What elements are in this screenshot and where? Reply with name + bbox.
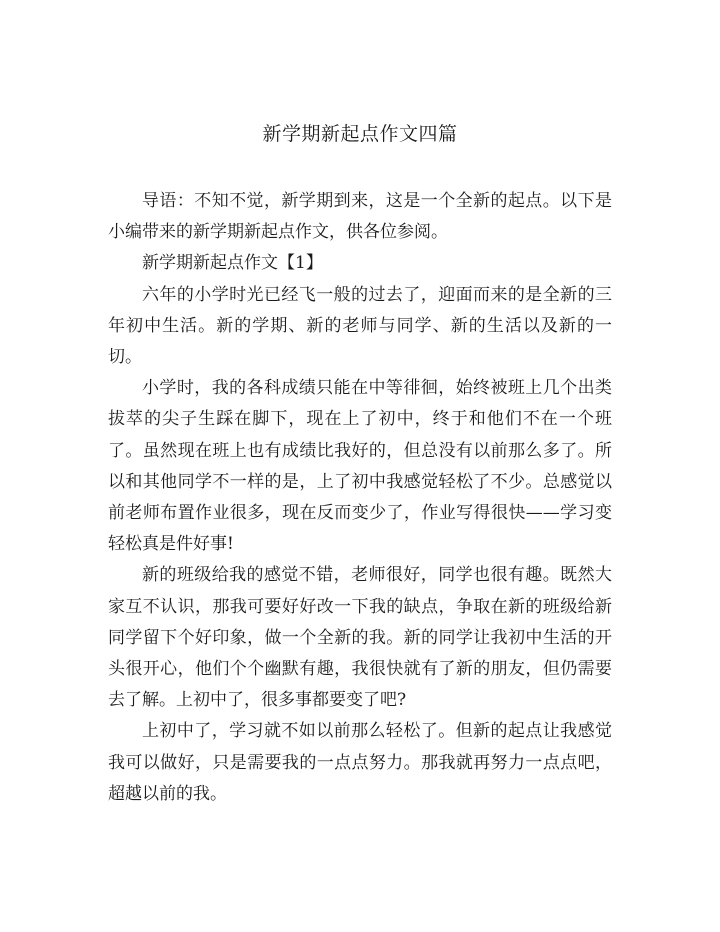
document-body [108,186,612,810]
body-paragraph: 上初中了，学习就不如以前那么轻松了。但新的起点让我感觉我可以做好，只是需要我的一点点努力。那我就再努力一点点吧，超越以前的我。 [108,721,612,804]
body-paragraph: 新的班级给我的感觉不错，老师很好，同学也很有趣。既然大家互不认识，那我可要好好改一下我的缺点，争取在新的班级给新同学留下个好印象，做一个全新的我。新的同学让我初中生活的开头很开心，他们个个幽默有趣，我很快就有了新的朋友，但仍需要去了解。上初中了，很多事都要变了吧? [108,565,612,711]
intro-paragraph: 导语：不知不觉，新学期到来，这是一个全新的起点。以下是小编带来的新学期新起点作文，供各位参阅。 [108,191,612,243]
section-heading: 新学期新起点作文【1】 [142,253,323,274]
body-paragraph: 六年的小学时光已经飞一般的过去了，迎面而来的是全新的三年初中生活。新的学期、新的老师与同学、新的生活以及新的一切。 [108,284,612,368]
document-title: 新学期新起点作文四篇 [262,123,458,145]
body-paragraph: 小学时，我的各科成绩只能在中等徘徊，始终被班上几个出类拔萃的尖子生踩在脚下，现在上了初中，终于和他们不在一个班了。虽然现在班上也有成绩比我好的，但总没有以前那么多了。所以和其他同学不一样的是，上了初中我感觉轻松了不少。总感觉以前老师布置作业很多，现在反而变少了，作业写得很快——学习变轻松真是件好事! [108,378,612,555]
